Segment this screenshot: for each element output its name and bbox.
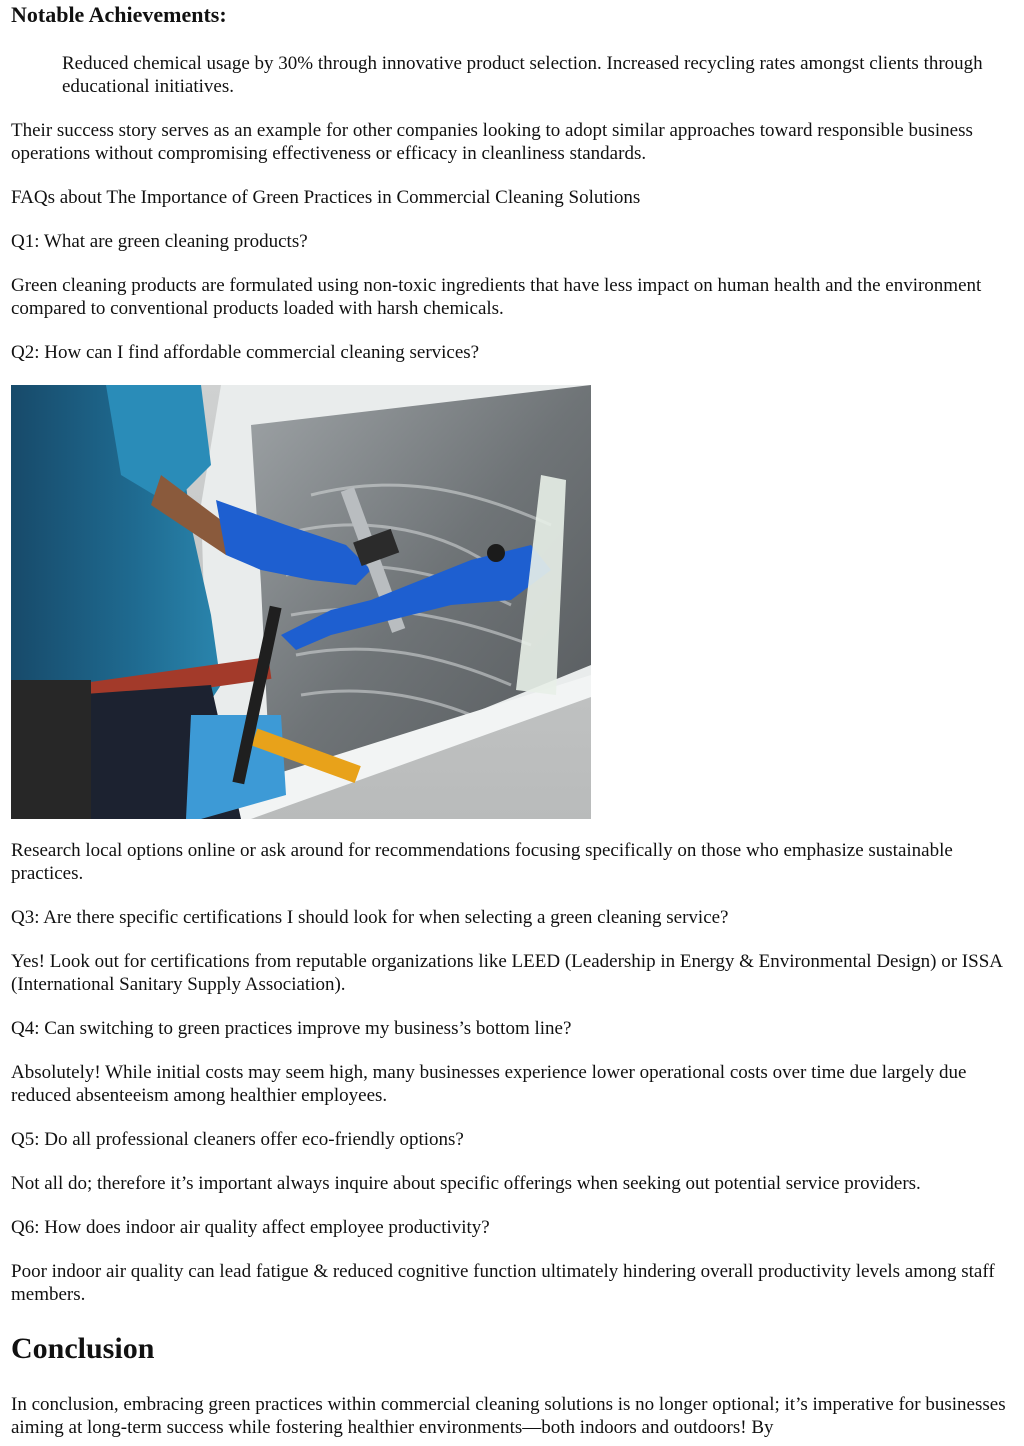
faq-question-6: Q6: How does indoor air quality affect employee productivity? (11, 1217, 490, 1238)
faq-question-5: Q5: Do all professional cleaners offer eco-friendly options? (11, 1129, 464, 1150)
faq-question-4: Q4: Can switching to green practices improve my business’s bottom line? (11, 1018, 572, 1039)
faq-answer-2: Research local options online or ask around for recommendations focusing specifically on those who emphasize sustainable practices. (11, 840, 953, 884)
faq-answer-3: Yes! Look out for certifications from reputable organizations like LEED (Leadership in Energy & Environmental Design) or ISSA (International Sanitary Supply Association). (11, 951, 1002, 995)
faq-question-1: Q1: What are green cleaning products? (11, 231, 308, 252)
faq-answer-6: Poor indoor air quality can lead fatigue & reduced cognitive function ultimately hindering overall productivity levels among staff members. (11, 1261, 995, 1305)
faq-answer-1: Green cleaning products are formulated using non-toxic ingredients that have less impact on human health and the environment compared to conventional products loaded with harsh chemicals. (11, 275, 982, 319)
achievements-quote: Reduced chemical usage by 30% through innovative product selection. Increased recycling rates amongst clients through educational initiatives. (62, 53, 983, 97)
window-cleaner-photo (11, 385, 591, 819)
faq-title: FAQs about The Importance of Green Practices in Commercial Cleaning Solutions (11, 187, 641, 208)
success-paragraph: Their success story serves as an example for other companies looking to adopt similar approaches toward responsible business operations without compromising effectiveness or efficacy in cleanliness standards. (11, 120, 973, 164)
conclusion-text: In conclusion, embracing green practices within commercial cleaning solutions is no longer optional; it’s imperative for businesses aiming at long-term success while fostering healthier environments—both indoors and outdoors! By (11, 1394, 1006, 1438)
article (11, 0, 1016, 1439)
faq-question-2: Q2: How can I find affordable commercial cleaning services? (11, 342, 480, 363)
conclusion-heading: Conclusion (11, 1332, 155, 1365)
achievements-heading: Notable Achievements: (11, 2, 227, 27)
faq-answer-4: Absolutely! While initial costs may seem high, many businesses experience lower operational costs over time due largely due reduced absenteeism among healthier employees. (11, 1062, 967, 1106)
faq-answer-5: Not all do; therefore it’s important always inquire about specific offerings when seeking out potential service providers. (11, 1173, 921, 1194)
faq-question-3: Q3: Are there specific certifications I should look for when selecting a green cleaning service? (11, 907, 729, 928)
